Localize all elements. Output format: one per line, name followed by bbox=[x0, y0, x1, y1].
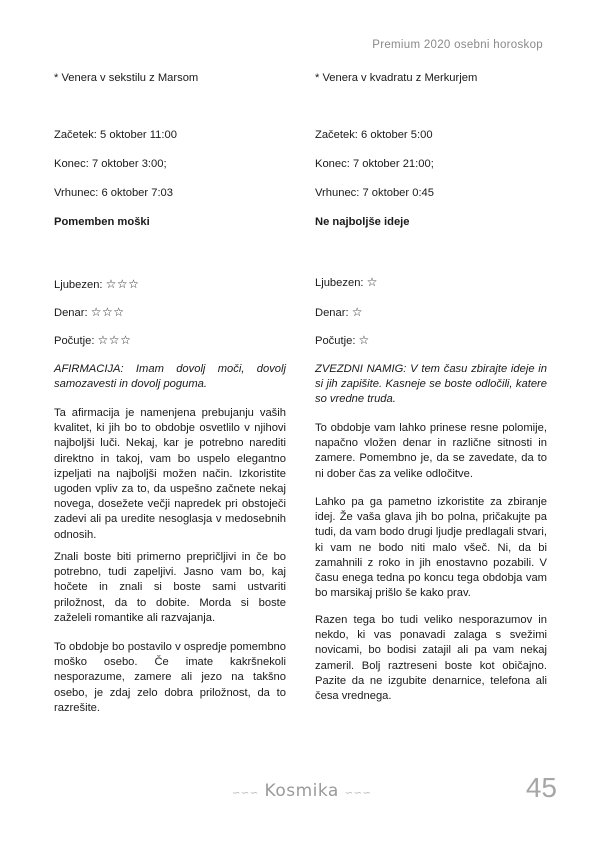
money-label: Denar: bbox=[315, 307, 349, 319]
body-paragraph: To obdobje vam lahko prinese resne polomije, napačno vložen denar in različne sitnosti in zamere. Pomembno je, da se zavedate, da to ni dober čas za velike odločitve. bbox=[315, 422, 547, 480]
aspect-subtitle: Ne najboljše ideje bbox=[315, 216, 410, 228]
body-paragraph: To obdobje bo postavilo v ospredje pomembno moško osebo. Če imate kakršnekoli nesporazume, zamere ali jezo na takšno osebo, je zdaj zelo dobra priložnost, da to razrešite. bbox=[54, 641, 286, 714]
love-rating bbox=[54, 277, 139, 291]
ornament-icon: ∽∽∽ bbox=[232, 788, 259, 799]
logo-text: Kosmika bbox=[264, 781, 339, 801]
body-paragraph: Lahko pa ga pametno izkoristite za zbiranje idej. Že vaša glava jih bo polna, pričakujte pa tudi, da vam bodo drugi ljudje predlagali stvari, ki vam ne bodo niti malo všeč. Ni, da bi zamahnili z roko in jih enostavno pozabili. V času enega tedna po koncu tega obdobja vam bo marsikaj prišlo še kako prav. bbox=[315, 496, 547, 600]
star-icon: ☆ bbox=[351, 305, 363, 319]
start-time: Začetek: 5 oktober 11:00 bbox=[54, 129, 177, 141]
body-paragraph: Ta afirmacija je namenjena prebujanju vaših kvalitet, ki jih bo to obdobje osvetlilo v njihovi najboljši luči. Nekaj, kar je potrebno narediti direktno in takoj, vam bo uspelo elegantno izpeljati na najboljši možen način. Izkoristite ugoden vpliv za to, da uspešno začnete nekaj novega, dosežete večji napredek pri obstoječi zadevi ali pa uredite nesoglasja v medosebnih odnosih. bbox=[54, 407, 286, 541]
page-number: 45 bbox=[525, 772, 557, 803]
kosmika-logo bbox=[232, 781, 371, 801]
body-paragraph: Razen tega bo tudi veliko nesporazumov in nekdo, ki vas ponavadi zalaga s svežimi novicami, bo bodisi zatajil ali pa vam nekaj zameril. Bolj raztreseni boste kot običajno. Pazite da ne izgubite denarnice, telefona ali česa vrednega. bbox=[315, 614, 547, 703]
star-icon: ☆ bbox=[366, 275, 378, 289]
aspect-heading: * Venera v kvadratu z Merkurjem bbox=[315, 72, 478, 84]
aspect-subtitle: Pomemben moški bbox=[54, 216, 150, 228]
start-time: Začetek: 6 oktober 5:00 bbox=[315, 129, 433, 141]
peak-time: Vrhunec: 6 oktober 7:03 bbox=[54, 187, 173, 199]
wellbeing-label: Počutje: bbox=[54, 335, 95, 347]
wellbeing-rating bbox=[315, 333, 370, 347]
star-icon: ☆☆☆ bbox=[105, 277, 140, 291]
body-paragraph: Znali boste biti primerno prepričljivi in če bo potrebno, tudi zapeljivi. Jasno vam bo, kaj hočete in znali si boste sami ustvariti priložnost, da to dobite. Morda si boste zaželeli romantike ali razvajanja. bbox=[54, 551, 286, 624]
peak-time: Vrhunec: 7 oktober 0:45 bbox=[315, 187, 434, 199]
star-icon: ☆☆☆ bbox=[90, 305, 125, 319]
love-label: Ljubezen: bbox=[54, 279, 103, 291]
tip-paragraph: ZVEZDNI NAMIG: V tem času zbirajte ideje in si jih zapišite. Kasneje se boste odločili, katere so vredne truda. bbox=[315, 363, 547, 406]
money-rating bbox=[54, 305, 124, 319]
affirmation-paragraph: AFIRMACIJA: Imam dovolj moči, dovolj samozavesti in dovolj poguma. bbox=[54, 363, 286, 391]
star-icon: ☆☆☆ bbox=[97, 333, 132, 347]
star-icon: ☆ bbox=[358, 333, 370, 347]
end-time: Konec: 7 oktober 21:00; bbox=[315, 158, 434, 170]
money-label: Denar: bbox=[54, 307, 88, 319]
end-time: Konec: 7 oktober 3:00; bbox=[54, 158, 167, 170]
love-label: Ljubezen: bbox=[315, 277, 364, 289]
aspect-heading: * Venera v sekstilu z Marsom bbox=[54, 72, 199, 84]
wellbeing-label: Počutje: bbox=[315, 335, 356, 347]
love-rating bbox=[315, 275, 378, 289]
header-title: Premium 2020 osebni horoskop bbox=[372, 39, 543, 51]
money-rating bbox=[315, 305, 363, 319]
ornament-icon: ∽∽∽ bbox=[344, 788, 372, 799]
wellbeing-rating bbox=[54, 333, 131, 347]
